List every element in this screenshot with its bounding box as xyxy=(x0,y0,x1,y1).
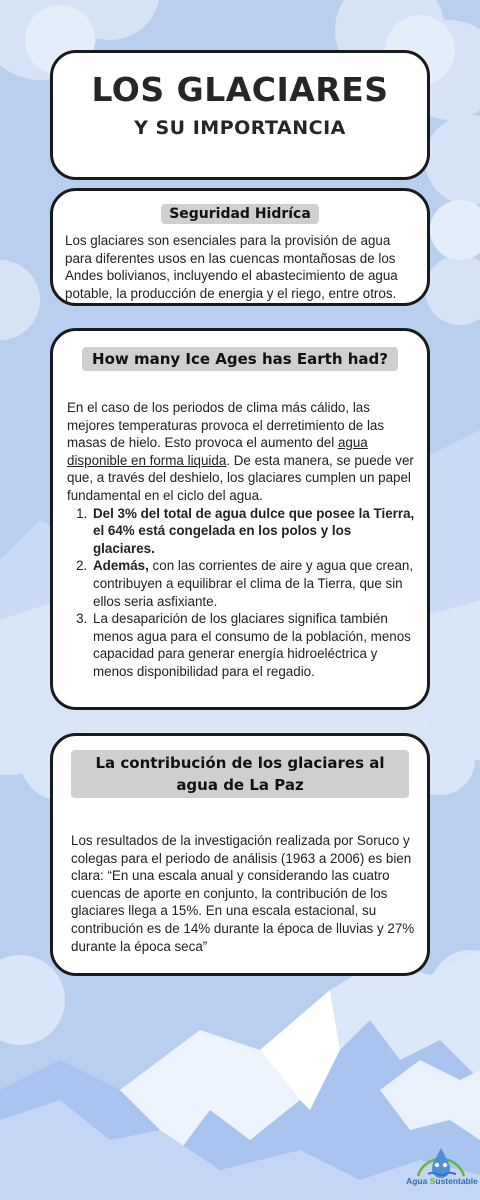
section-heading: La contribución de los glaciares al agua de La Paz xyxy=(71,750,409,798)
section-heading: How many Ice Ages has Earth had? xyxy=(82,347,398,371)
list-item-bold: Además, xyxy=(93,558,149,574)
section-ice-ages xyxy=(50,328,430,710)
section-body: Los resultados de la investigación realizada por Soruco y colegas para el periodo de análisis (1963 a 2006) es bien clara: “En una escala anual y considerando las cuatro cuencas de aporte en conjunto, la contribución de los glaciares llega a 15%. En una escala estacional, su contribución es de 14% durante la época de lluvias y 27% durante la época seca” xyxy=(71,833,415,954)
page-subtitle: Y SU IMPORTANCIA xyxy=(134,117,346,139)
list-item xyxy=(91,505,415,558)
list-item xyxy=(91,557,415,610)
section-heading: Seguridad Hidríca xyxy=(161,204,319,224)
intro-text: En el caso de los periodos de clima más cálido, las mejores temperaturas provoca el derretimiento de las masas de hielo. Esto provoca el aumento del xyxy=(67,400,385,451)
water-available-link[interactable]: agua disponible en forma liquida xyxy=(67,435,368,468)
logo-word-agua: Agua xyxy=(406,1176,428,1186)
section-body: Los glaciares son esenciales para la provisión de agua para diferentes usos en las cuencas montañosas de los Andes bolivianos, incluyendo el abastecimiento de agua potable, la producción de energia y el riego, entre otros. xyxy=(65,233,398,301)
list-item-text: La desaparición de los glaciares significa también menos agua para el consumo de la población, menos capacidad para generar energía hidroeléctrica y menos disponibilidad para el regadio. xyxy=(93,611,411,679)
logo-wordmark xyxy=(404,1176,480,1186)
list-item-bold: Del 3% del total de agua dulce que posee la Tierra, el 64% está congelada en los polos y los glaciares. xyxy=(93,505,415,556)
list-item xyxy=(91,610,415,680)
key-points-list xyxy=(67,505,415,681)
intro-text-end: . De esta manera, se puede ver que, a través del deshielo, los glaciares cumplen un papel fundamental en el ciclo del agua. xyxy=(67,452,414,503)
logo-word-rest: ustentable xyxy=(435,1176,478,1186)
title-card xyxy=(50,50,430,180)
logo-letter-s: S xyxy=(429,1176,436,1186)
section-water-security xyxy=(50,188,430,306)
section-la-paz-contribution xyxy=(50,733,430,976)
list-item-text: con las corrientes de aire y agua que crean, contribuyen a equilibrar el clima de la Tierra, que sin ellos seria asfixiante. xyxy=(93,558,414,609)
page-title: LOS GLACIARES xyxy=(91,70,389,109)
section-body xyxy=(67,399,415,681)
agua-sustentable-logo xyxy=(410,1136,472,1196)
